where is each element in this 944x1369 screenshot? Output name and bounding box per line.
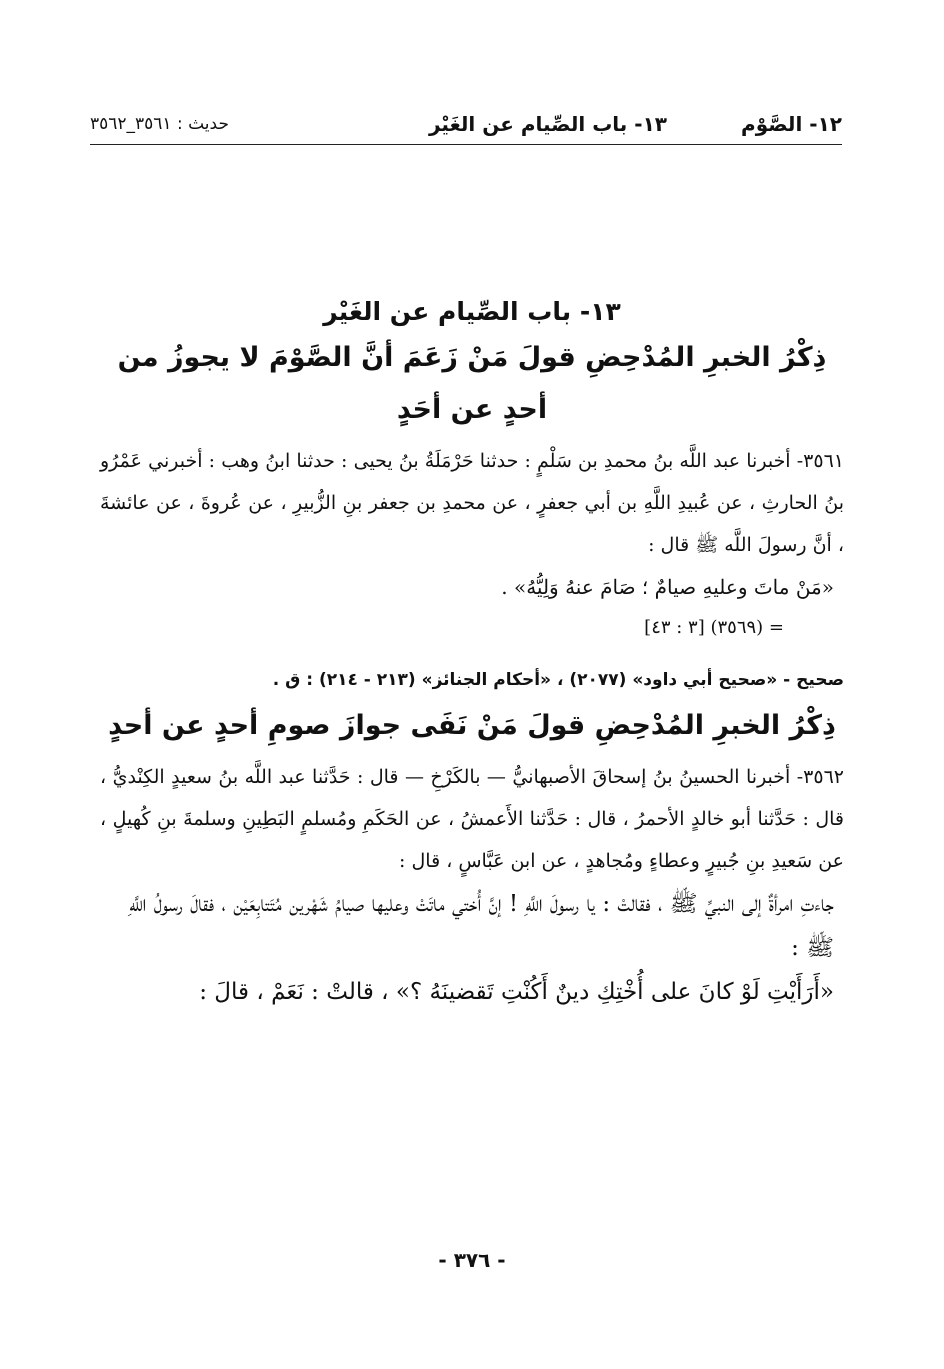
page-number: - ٣٧٦ -	[438, 1248, 506, 1272]
section-title-2: ذِكْرُ الخبرِ المُدْحِضِ قولَ مَنْ نَفَى جوازَ صومِ أحدٍ عن أحدٍ	[108, 710, 836, 741]
hadith-3561-grade: صحيح - «صحيح أبي داود» (٢٠٧٧) ، «أحكام الجنائز» (٢١٣ - ٢١٤) : ق .	[272, 670, 844, 690]
page-body	[100, 292, 844, 1014]
hadith-3562-matn-1: جاءتِ امرأةٌ إلى النبيِّ ﷺ ، فقالتْ : يا رسولَ اللَّهِ ! إنَّ أُختي ماتَتْ وعليها صيامُ شَهْرين مُتَتابِعَيْن ، فقالَ رسولُ اللَّهِ ﷺ :	[129, 891, 834, 961]
hadith-3562-matn-2: «أَرَأَيْتِ لَوْ كانَ على أُخْتِكِ دينٌ أَكُنْتِ تَقضينَهُ ؟» ، قالتْ : نَعَمْ ، قالَ :	[199, 979, 834, 1005]
chapter-title: ١٣- باب الصِّيام عن الغَيْر	[323, 297, 621, 326]
header-book-title: ١٢- الصَّوْم	[741, 112, 842, 136]
section-title-1: ذِكْرُ الخبرِ المُدْحِضِ قولَ مَنْ زَعَمَ أنَّ الصَّوْمَ لا يجوزُ من أحدٍ عن أحَدٍ	[117, 342, 827, 425]
header-chapter-title: ١٣- باب الصِّيام عن الغَيْر	[428, 112, 667, 136]
header-hadith-range: حديث : ٣٥٦١_٣٥٦٢	[90, 114, 229, 134]
header-divider	[90, 144, 842, 145]
hadith-3561-matn: «مَنْ ماتَ وعليهِ صيامٌ ؛ صَامَ عنهُ وَلِيُّهُ» .	[501, 575, 834, 599]
hadith-3561-cross-reference: = (٣٥٦٩) [٣ : ٤٣]	[644, 617, 784, 638]
hadith-3561-isnad: ٣٥٦١- أخبرنا عبد اللَّه بنُ محمدِ بن سَلْمٍ : حدثنا حَرْمَلَةُ بنُ يحيى : حدثنا ابنُ وهب : أخبرني عَمْرُو بنُ الحارثِ ، عن عُبيدِ اللَّهِ بن أبي جعفرٍ ، عن محمدِ بن جعفر بنِ الزُّبيرِ ، عن عُروةَ ، عن عائشةَ ، أنَّ رسولَ اللَّه ﷺ قال :	[100, 450, 844, 556]
running-header	[90, 108, 842, 144]
hadith-3562-isnad: ٣٥٦٢- أخبرنا الحسينُ بنُ إسحاقَ الأصبهانيُّ — بالكَرْخِ — قال : حَدَّثنا عبد اللَّه بنُ سعيدٍ الكِنْديُّ ، قال : حَدَّثنا أبو خالدٍ الأحمرُ ، قال : حَدَّثنا الأَعمشُ ، عن الحَكَمِ ومُسلمٍ البَطِينِ وسلمةَ بنِ كُهيلٍ ، عن سَعيدِ بنِ جُبيرٍ وعطاءٍ ومُجاهدٍ ، عن ابن عَبَّاسٍ ، قال :	[100, 766, 844, 872]
